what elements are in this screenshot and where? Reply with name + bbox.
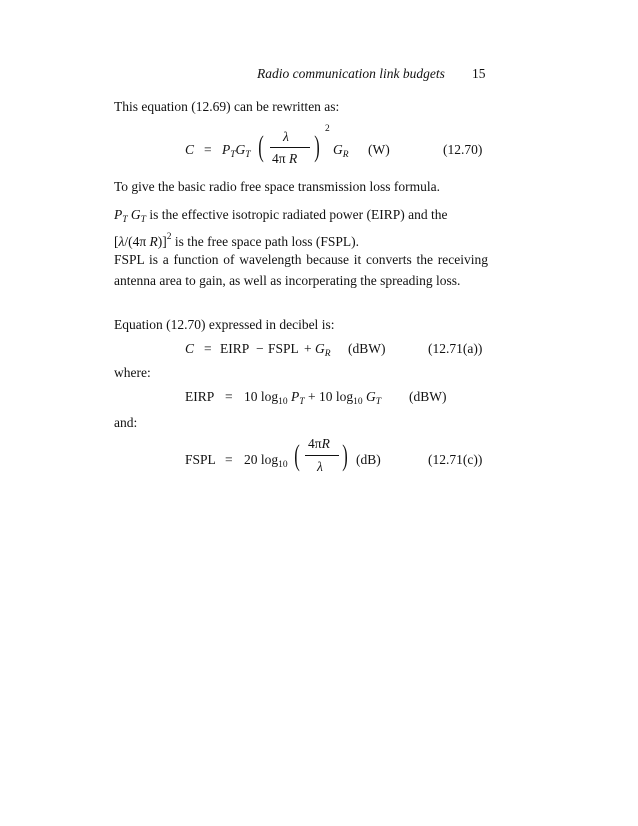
twenty: 20	[244, 452, 258, 467]
close-paren: )	[157, 234, 163, 249]
symbol-p: P	[291, 389, 300, 404]
subscript-t: T	[375, 397, 381, 407]
symbol-g: G	[365, 389, 376, 404]
unit-dbw: (dBW)	[348, 341, 386, 356]
fraction-denominator	[272, 149, 297, 169]
equals-sign: =	[225, 452, 233, 467]
log: log	[260, 389, 279, 404]
subscript-r: R	[342, 150, 349, 160]
symbol-g: G	[235, 142, 246, 157]
unit-db: (dB)	[356, 452, 381, 467]
left-paren: (	[294, 439, 300, 472]
gr-term	[333, 140, 349, 165]
paragraph-fspl-line	[114, 227, 359, 252]
symbol-g: G	[333, 142, 343, 157]
right-paren: )	[314, 130, 320, 163]
equation-number: (12.71(c))	[428, 452, 483, 467]
unit-watts: (W)	[368, 142, 390, 157]
subscript-t: T	[230, 150, 236, 160]
equals-sign: =	[225, 389, 233, 404]
fspl-lhs: FSPL	[185, 452, 216, 467]
text-eirp: is the effective isotropic radiated power (EIRP) and the	[149, 207, 448, 222]
subscript-t: T	[140, 215, 146, 225]
equals-sign: =	[204, 142, 212, 157]
symbol-g: G	[315, 341, 325, 356]
fraction-numerator-lambda: λ	[283, 129, 289, 144]
symbol-r: R	[288, 151, 298, 166]
log: log	[260, 452, 279, 467]
symbol-c: C	[185, 341, 195, 356]
fraction-bar	[305, 455, 339, 456]
ten: 10	[318, 389, 333, 404]
right-paren: )	[342, 439, 348, 472]
four-pi: 4π	[308, 436, 322, 451]
symbol-lambda: λ	[118, 234, 125, 249]
label-where: where:	[114, 365, 151, 380]
paragraph-wavelength: FSPL is a function of wavelength because it converts the receiving antenna area to gain, as well as incorperating the spreading loss.	[114, 252, 488, 288]
label-and: and:	[114, 415, 138, 430]
symbol-c: C	[185, 142, 195, 157]
paragraph-intro: This equation (12.69) can be rewritten as:	[114, 99, 340, 114]
symbol-p: P	[222, 142, 231, 157]
symbol-r: R	[321, 436, 330, 451]
symbol-r: R	[149, 234, 158, 249]
text-fspl: is the free space path loss (FSPL).	[174, 234, 360, 249]
equation-number: (12.71(a))	[428, 341, 483, 356]
bracket-close: ]	[162, 234, 167, 249]
base-10: 10	[353, 397, 363, 407]
paragraph-free-space-loss: To give the basic radio free space transmission loss formula.	[114, 179, 440, 194]
symbol-p: P	[114, 207, 123, 222]
minus-sign: −	[256, 341, 264, 356]
log: log	[335, 389, 354, 404]
subscript-t: T	[122, 215, 128, 225]
plus-sign: +	[307, 389, 316, 404]
eirp-rhs	[244, 387, 381, 412]
exponent-2: 2	[166, 232, 172, 242]
base-10: 10	[278, 397, 288, 407]
exponent-2: 2	[325, 124, 330, 134]
unit-dbw: (dBW)	[409, 389, 447, 404]
fraction-denominator-lambda: λ	[317, 459, 323, 474]
plus-sign: +	[304, 341, 312, 356]
fspl-log	[244, 450, 288, 475]
eirp-term: EIRP	[220, 341, 250, 356]
four-pi: 4π	[272, 151, 286, 166]
page-number: 15	[472, 66, 486, 81]
equation-number: (12.70)	[443, 142, 483, 157]
subscript-t: T	[245, 150, 251, 160]
left-paren: (	[258, 130, 264, 163]
ten: 10	[244, 389, 258, 404]
equals-sign: =	[204, 341, 212, 356]
gr-term	[315, 339, 331, 364]
fspl-term: FSPL	[268, 341, 299, 356]
pt-gt-term	[222, 140, 251, 165]
slash-four-pi: /(4π	[124, 234, 147, 249]
fraction-bar	[270, 147, 310, 148]
fraction-numerator	[308, 434, 330, 454]
subscript-t: T	[299, 397, 305, 407]
subscript-r: R	[324, 349, 331, 359]
bracket-open: [	[114, 234, 119, 249]
base-10: 10	[278, 460, 288, 470]
running-title: Radio communication link budgets	[257, 66, 445, 81]
paragraph-decibel: Equation (12.70) expressed in decibel is:	[114, 317, 335, 332]
symbol-g: G	[130, 207, 141, 222]
eirp-lhs: EIRP	[185, 389, 215, 404]
